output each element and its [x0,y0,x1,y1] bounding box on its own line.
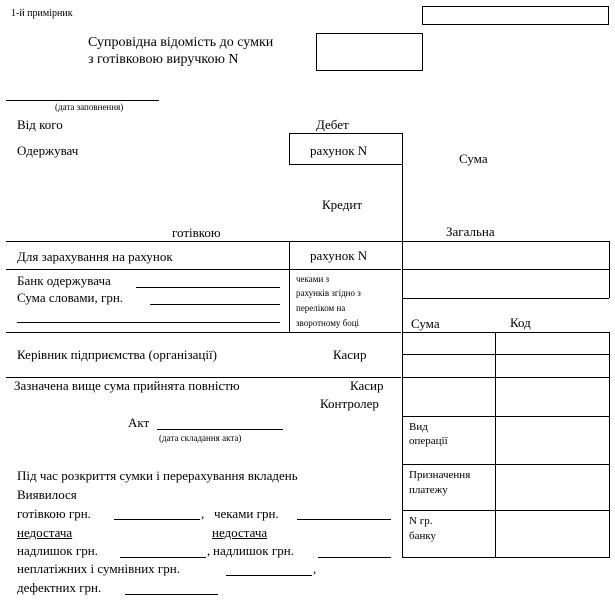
surplus-field-2[interactable] [318,557,391,558]
form-title-line1: Супровідна відомість до сумки [88,35,274,50]
credit-label: Кредит [322,197,363,212]
surplus-field-1[interactable] [120,557,206,558]
cheques-uah-label: чеками грн. [214,506,279,521]
recipient-bank-field[interactable] [136,287,280,288]
counterfeit-label: неплатіжних і сумнівних грн. [17,561,180,576]
sum-label: Сума [459,151,488,166]
cash-uah-field[interactable] [114,519,200,520]
credit-to-account-label: Для зарахування на рахунок [17,249,173,264]
sum-code-row-5 [402,510,610,511]
comma-2: , [207,543,211,558]
comma-1: , [201,506,205,521]
fill-date-line[interactable] [6,100,159,101]
act-label: Акт [128,415,150,430]
debit-account-label: рахунок N [310,143,368,158]
cheques-note-line4: зворотному боці [296,318,360,328]
form-title-line2: з готівковою виручкою N [88,52,239,67]
recipient-bank-label: Банк одержувача [17,273,111,288]
code-column-header: Код [510,315,531,330]
op-type-line1: Вид [409,421,428,433]
sum-code-row-2 [402,377,610,378]
cashier-label-1: Касир [333,347,367,362]
cheques-uah-field[interactable] [297,519,391,520]
comma-3: , [313,561,317,576]
sum-column-header: Сума [411,316,440,331]
payment-purpose-line1: Призначення [409,469,471,481]
cash-label: готівкою [172,225,221,240]
total-label: Загальна [446,224,495,239]
cheques-note-line2: рахунків згідно з [296,288,361,298]
surplus-label-2: надлишок грн. [213,543,294,558]
payment-purpose-line2: платежу [409,484,448,496]
amount-words-field-2[interactable] [17,322,280,323]
found-label: Виявилося [17,487,77,502]
cheques-note-line1: чеками з [296,274,330,284]
bank-number-line2: банку [409,530,437,542]
document-number-box[interactable] [422,6,609,25]
cash-uah-label: готівкою грн. [17,506,91,521]
defective-field[interactable] [125,594,218,595]
head-of-enterprise-label: Керівник підприємства (організації) [17,347,217,362]
divider-center [289,241,290,332]
shortage-label-1: недостача [17,525,73,540]
cheques-note-line3: переліком на [296,303,346,313]
cashier-label-2: Касир [350,378,384,393]
amount-words-label: Сума словами, грн. [17,290,124,305]
divider-bank [6,269,401,270]
shortage-label-2: недостача [212,525,268,540]
divider-signatures [6,332,401,333]
sum-code-divider [495,332,496,558]
counterfeit-field[interactable] [226,575,312,576]
right-row-1 [402,269,609,270]
from-label: Від кого [17,117,63,132]
amount-words-field[interactable] [150,304,280,305]
defective-label: дефектних грн. [17,580,102,595]
bag-number-box[interactable] [316,33,423,71]
debit-label: Дебет [316,117,349,132]
op-type-line2: операції [409,435,448,447]
opening-line: Під час розкриття сумки і перерахування вкладень [17,468,298,483]
accepted-line-label: Зазначена вище сума прийнята повністю [14,378,240,393]
surplus-label-1: надлишок грн. [17,543,98,558]
right-col-right [609,241,610,298]
bank-number-line1: N гр. [409,515,433,527]
act-field[interactable] [157,429,283,430]
sum-code-row-1 [402,354,610,355]
act-date-caption: (дата складання акта) [159,433,242,443]
right-row-2 [402,298,609,299]
sum-code-row-4 [402,464,610,465]
controller-label: Контролер [320,396,379,411]
credit-account-label: рахунок N [310,248,368,263]
recipient-label: Одержувач [17,143,79,158]
copy-label: 1-й примірник [11,8,73,19]
divider-accounts [6,241,610,242]
fill-date-caption: (дата заповнення) [55,102,124,112]
sum-code-row-3 [402,416,610,417]
